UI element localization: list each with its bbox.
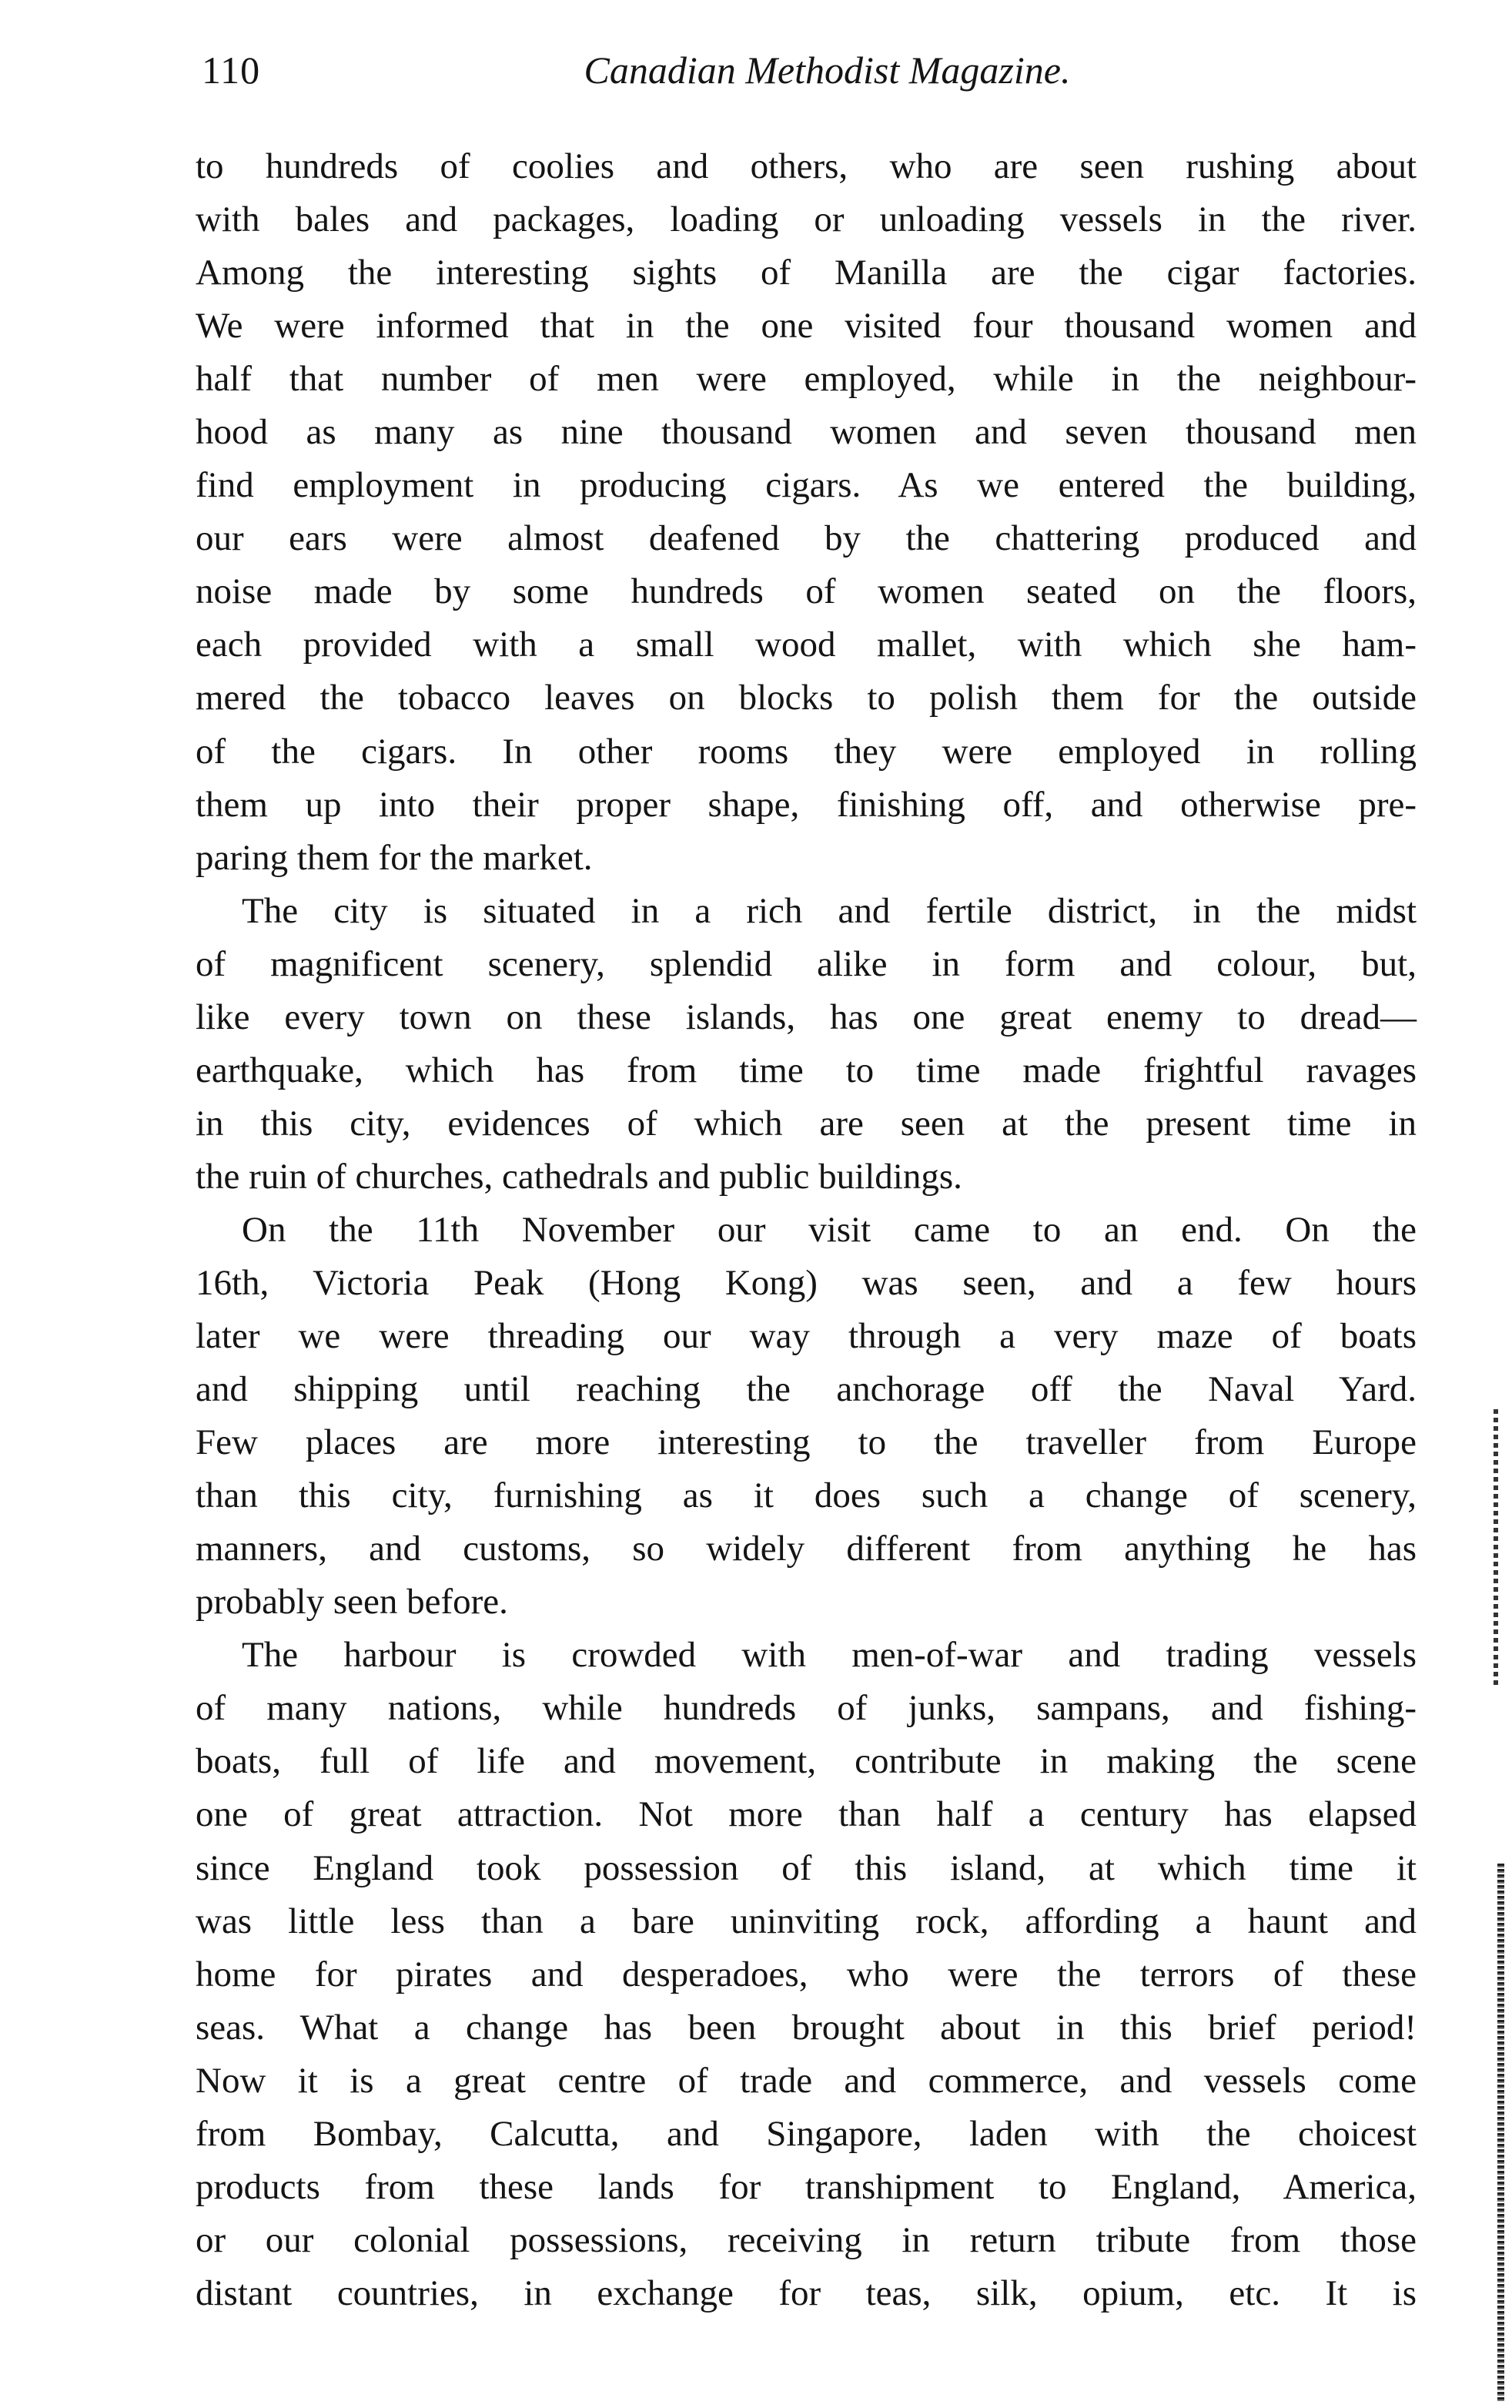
text-line: of many nations, while hundreds of junks, sampans, and fishing- xyxy=(196,1688,1417,1729)
text-line: than this city, furnishing as it does such a change of scenery, xyxy=(196,1475,1417,1516)
text-line: hood as many as nine thousand women and seven thousand men xyxy=(196,412,1417,453)
text-line: We were informed that in the one visited four thousand women and xyxy=(196,306,1417,347)
text-line: them up into their proper shape, finishing off, and otherwise pre- xyxy=(196,784,1417,825)
text-line: in this city, evidences of which are seen at the present time in xyxy=(196,1103,1417,1144)
text-line: to hundreds of coolies and others, who are seen rushing about xyxy=(196,146,1417,186)
text-line: seas. What a change has been brought about in this brief period! xyxy=(196,2007,1417,2048)
page-edge-mark xyxy=(1497,1864,1504,2403)
text-line: home for pirates and desperadoes, who were the terrors of these xyxy=(196,1954,1417,1994)
text-line: Few places are more interesting to the traveller from Europe xyxy=(196,1422,1417,1463)
text-line: earthquake, which has from time to time made frightful ravages xyxy=(196,1050,1417,1090)
text-line: like every town on these islands, has one great enemy to dread— xyxy=(196,996,1417,1037)
text-line: from Bombay, Calcutta, and Singapore, laden with the choicest xyxy=(196,2113,1417,2154)
text-line: paring them for the market. xyxy=(196,837,593,878)
text-line: Now it is a great centre of trade and commerce, and vessels come xyxy=(196,2060,1417,2101)
text-line: half that number of men were employed, while in the neighbour- xyxy=(196,359,1417,400)
text-line: was little less than a bare uninviting rock, affording a haunt and xyxy=(196,1901,1417,1941)
text-line: since England took possession of this island, at which time it xyxy=(196,1847,1417,1888)
text-line: noise made by some hundreds of women seated on the floors, xyxy=(196,571,1417,612)
text-line: with bales and packages, loading or unloading vessels in the river. xyxy=(196,199,1417,240)
text-line: The city is situated in a rich and fertile district, in the midst xyxy=(242,890,1417,931)
text-line: Among the interesting sights of Manilla are the cigar factories. xyxy=(196,253,1417,293)
page-edge-mark xyxy=(1494,1409,1498,1686)
body-text xyxy=(196,140,1417,2320)
text-line: our ears were almost deafened by the chattering produced and xyxy=(196,518,1417,559)
text-line: probably seen before. xyxy=(196,1582,508,1623)
text-line: mered the tobacco leaves on blocks to polish them for the outside xyxy=(196,678,1417,718)
running-head xyxy=(202,48,1422,109)
text-line: The harbour is crowded with men-of-war and trading vessels xyxy=(242,1635,1417,1676)
text-line: On the 11th November our visit came to an end. On the xyxy=(242,1209,1417,1250)
text-line: of magnificent scenery, splendid alike in form and colour, but, xyxy=(196,943,1417,984)
text-line: of the cigars. In other rooms they were employed in rolling xyxy=(196,731,1417,772)
text-line: find employment in producing cigars. As we entered the building, xyxy=(196,465,1417,506)
text-line: and shipping until reaching the anchorage off the Naval Yard. xyxy=(196,1369,1417,1410)
text-line: the ruin of churches, cathedrals and public buildings. xyxy=(196,1156,962,1197)
text-line: each provided with a small wood mallet, with which she ham- xyxy=(196,625,1417,665)
text-line: products from these lands for transhipment to England, America, xyxy=(196,2166,1417,2207)
text-line: boats, full of life and movement, contribute in making the scene xyxy=(196,1741,1417,1782)
text-line: 16th, Victoria Peak (Hong Kong) was seen, and a few hours xyxy=(196,1262,1417,1303)
text-line: one of great attraction. Not more than half a century has elapsed xyxy=(196,1794,1417,1835)
text-line: distant countries, in exchange for teas, silk, opium, etc. It is xyxy=(196,2272,1417,2313)
text-line: later we were threading our way through a very maze of boats xyxy=(196,1316,1417,1357)
text-line: manners, and customs, so widely different from anything he has xyxy=(196,1529,1417,1569)
running-title: Canadian Methodist Magazine. xyxy=(584,49,1071,92)
text-line: or our colonial possessions, receiving in return tribute from those xyxy=(196,2219,1417,2260)
page-number: 110 xyxy=(202,49,261,92)
